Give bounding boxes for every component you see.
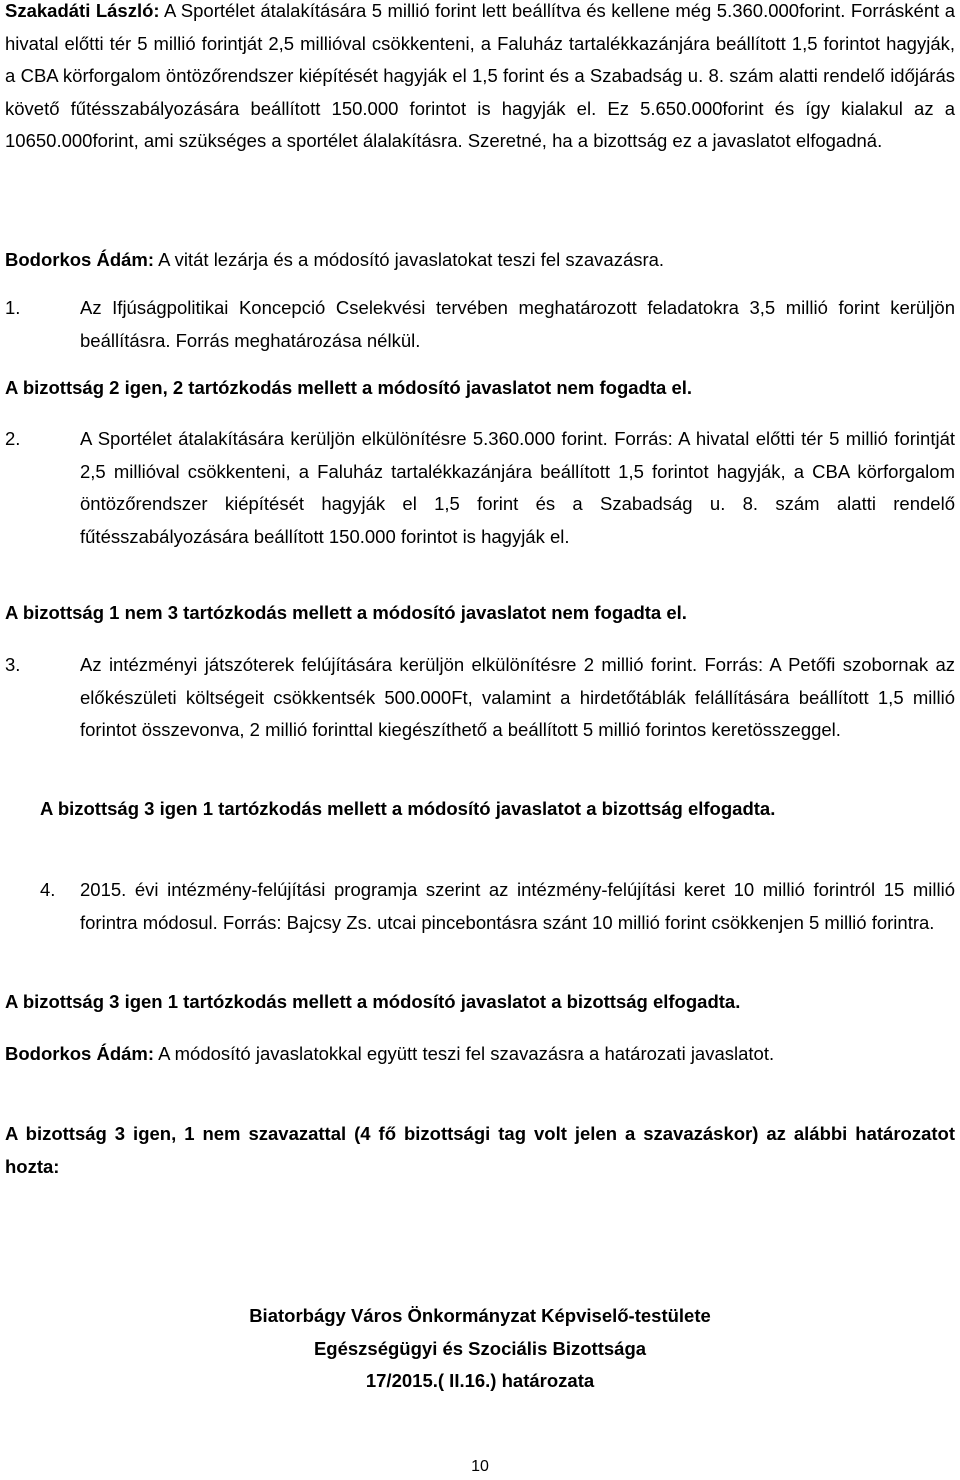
statement-2 [5,1038,955,1071]
item-1-text: Az Ifjúságpolitikai Koncepció Cselekvési tervében meghatározott feladatokra 3,5 millió forint kerüljön beállításra. Forrás meghatározása nélkül. [80,297,955,351]
statement-1-speaker: Bodorkos Ádám: [5,249,155,270]
item-1-number: 1. [5,297,21,318]
item-4-text: 2015. évi intézmény-felújítási programja szerint az intézmény-felújítási keret 10 millió forintról 15 millió forintra módosul. Forrás: Bajcsy Zs. utcai pincebontásra szánt 10 millió forint csökkenjen 5 millió forintra. [80,879,955,933]
intro-text: A Sportélet átalakítására 5 millió forint lett beállítva és kellene még 5.360.000forint. Forrásként a hivatal előtti tér 5 millió forintját 2,5 millióval csökkenteni, a Faluház tartalékkazánjára beállított 1,5 forintot hagyják, a CBA körforgalom öntözőrendszer kiépítését hagyják el 1,5 forint és a Szabadság u. 8. szám alatti rendelő időjárás követő fűtésszabályozására beállított 150.000 forintot is hagyják el. Ez 5.650.000forint és így kialakul az a 10650.000forint, ami szükséges a sportélet álalakításra. Szeretné, ha a bizottság ez a javaslatot elfogadná. [5,0,956,151]
resolution-line-1: Biatorbágy Város Önkormányzat Képviselő-testülete [249,1305,711,1326]
intro-paragraph [5,0,955,158]
item-4-number: 4. [40,879,56,900]
item-3-result: A bizottság 3 igen 1 tartózkodás mellett a módosító javaslatot a bizottság elfogadta. [40,798,776,819]
statement-1 [5,244,955,277]
resolution-heading [0,1300,960,1398]
item-2-text: A Sportélet átalakítására kerüljön elkülönítésre 5.360.000 forint. Forrás: A hivatal előtti tér 5 millió forintját 2,5 millióval csökkenteni, a Faluház tartalékkazánjára beállított 1,5 forintot hagyják, a CBA körforgalom öntözőrendszer kiépítését hagyják el 1,5 forint és a Szabadság u. 8. szám alatti rendelő fűtésszabályozására beállított 150.000 forintot is hagyják el. [80,428,955,547]
item-2-number: 2. [5,428,21,449]
item-1-result: A bizottság 2 igen, 2 tartózkodás mellett a módosító javaslatot nem fogadta el. [5,377,693,398]
item-4-result: A bizottság 3 igen 1 tartózkodás mellett a módosító javaslatot a bizottság elfogadta. [5,991,741,1012]
list-item-3 [5,649,955,747]
item-2-result: A bizottság 1 nem 3 tartózkodás mellett a módosító javaslatot nem fogadta el. [5,602,687,623]
statement-1-text: A vitát lezárja és a módosító javaslatokat teszi fel szavazásra. [154,249,665,270]
statement-2-text: A módosító javaslatokkal együtt teszi fel szavazásra a határozati javaslatot. [154,1043,775,1064]
statement-2-speaker: Bodorkos Ádám: [5,1043,155,1064]
intro-speaker: Szakadáti László: [5,0,160,21]
list-item-2 [5,423,955,553]
list-item-1 [5,292,955,357]
item-3-number: 3. [5,654,21,675]
item-3-text: Az intézményi játszóterek felújítására kerüljön elkülönítésre 2 millió forint. Forrás: A Petőfi szobornak az előkészületi költségeit csökkentsék 500.000Ft, valamint a hirdetőtáblák felállítására beállított 1,5 millió forintot összevonva, 2 millió forinttal kiegészíthető a beállított 5 millió forintos keretösszeggel. [80,654,955,740]
resolution-line-3: 17/2015.( II.16.) határozata [365,1370,595,1391]
resolution-line-2: Egészségügyi és Szociális Bizottsága [313,1337,647,1359]
list-item-4 [5,874,955,939]
final-vote: A bizottság 3 igen, 1 nem szavazattal (4 fő bizottsági tag volt jelen a szavazáskor) az alábbi határozatot hozta: [5,1123,955,1177]
page-number: 10 [471,1458,489,1475]
